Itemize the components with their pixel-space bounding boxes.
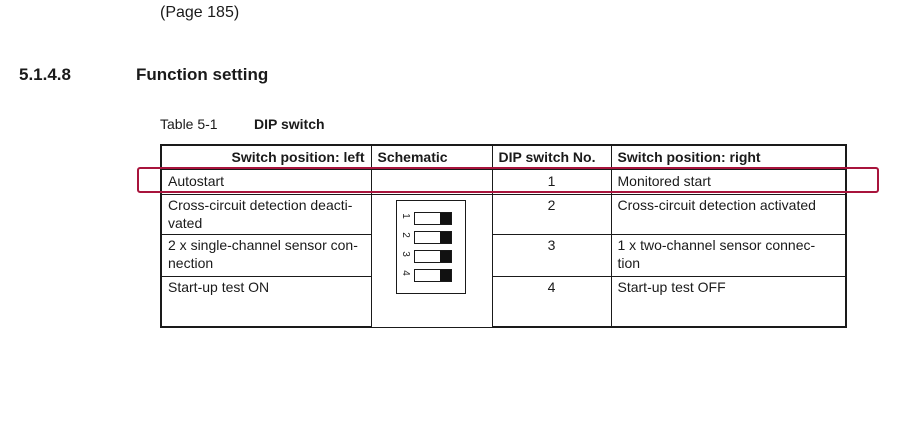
table-row bbox=[161, 235, 846, 277]
dip-switch-1 bbox=[397, 211, 465, 225]
cell-left: Start-up test ON bbox=[161, 277, 371, 328]
dip-switch-3 bbox=[397, 249, 465, 263]
switch-slider-icon bbox=[414, 269, 452, 282]
cell-no: 2 bbox=[492, 195, 611, 235]
table-row bbox=[161, 169, 846, 195]
header-dip-switch-no: DIP switch No. bbox=[492, 145, 611, 169]
header-switch-left: Switch position: left bbox=[161, 145, 371, 169]
section-title: Function setting bbox=[136, 65, 269, 84]
cell-no: 4 bbox=[492, 277, 611, 328]
table-caption bbox=[160, 116, 325, 132]
dip-switch-label: 2 bbox=[400, 232, 411, 238]
table-row bbox=[161, 277, 846, 328]
cell-no: 1 bbox=[492, 169, 611, 195]
table-row bbox=[161, 195, 846, 235]
cell-schematic bbox=[371, 169, 492, 195]
cell-left-text: Cross-circuit detection deacti- vated bbox=[168, 197, 353, 231]
cell-left: Autostart bbox=[161, 169, 371, 195]
cell-right: Cross-circuit detection activated bbox=[611, 195, 846, 235]
cell-right: Start-up test OFF bbox=[611, 277, 846, 328]
table-header-row bbox=[161, 145, 846, 169]
switch-slider-icon bbox=[414, 231, 452, 244]
table-caption-number: Table 5-1 bbox=[160, 116, 218, 132]
dip-switch-label: 4 bbox=[400, 270, 411, 276]
page-reference: (Page 185) bbox=[160, 4, 240, 21]
table-caption-title: DIP switch bbox=[254, 116, 325, 132]
switch-slider-icon bbox=[414, 250, 452, 263]
switch-slider-icon bbox=[414, 212, 452, 225]
header-switch-right: Switch position: right bbox=[611, 145, 846, 169]
cell-left-text: 2 x single-channel sensor con- nection bbox=[168, 237, 358, 271]
cell-right-text: 1 x two-channel sensor connec- tion bbox=[617, 237, 816, 271]
dip-switch-label: 3 bbox=[400, 251, 411, 257]
header-schematic: Schematic bbox=[371, 145, 492, 169]
dip-switch-4 bbox=[397, 268, 465, 282]
section-number: 5.1.4.8 bbox=[19, 65, 71, 84]
cell-left bbox=[161, 195, 371, 235]
dip-switch-schematic bbox=[396, 200, 466, 294]
cell-no: 3 bbox=[492, 235, 611, 277]
dip-switch-table bbox=[160, 144, 847, 328]
cell-right bbox=[611, 235, 846, 277]
dip-switch-label: 1 bbox=[400, 213, 411, 219]
cell-left bbox=[161, 235, 371, 277]
dip-switch-2 bbox=[397, 230, 465, 244]
cell-right: Monitored start bbox=[611, 169, 846, 195]
